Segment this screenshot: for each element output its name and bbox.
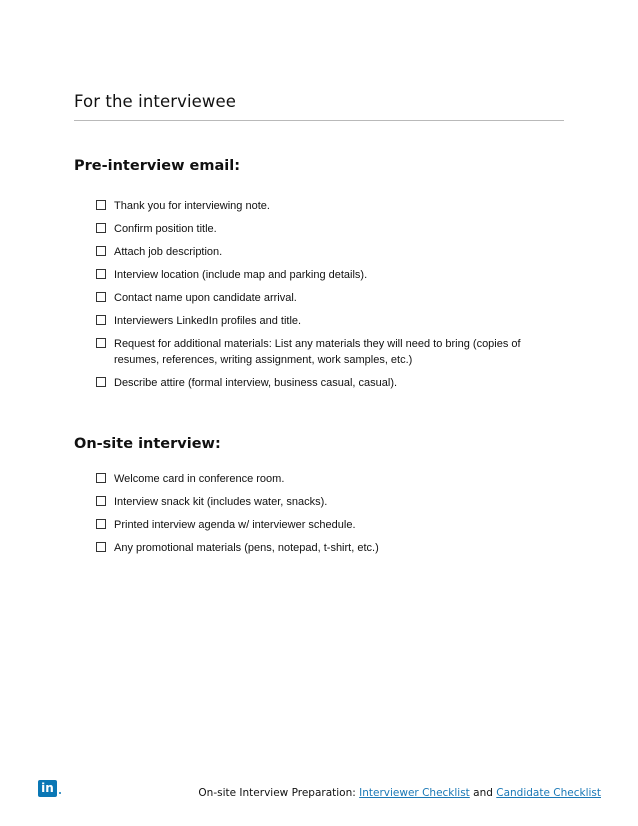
checkbox[interactable]	[96, 473, 106, 483]
section-heading-pre-interview: Pre-interview email:	[74, 158, 241, 174]
checklist-item-label: Interview snack kit (includes water, snacks).	[114, 496, 328, 508]
checkbox[interactable]	[96, 292, 106, 302]
footer	[198, 787, 601, 799]
checklist-item-label: Interview location (include map and parking details).	[114, 269, 368, 281]
checklist-item	[96, 244, 566, 260]
checklist-item-label: Welcome card in conference room.	[114, 473, 285, 485]
checklist-item	[96, 198, 566, 214]
checklist-item-label: Attach job description.	[114, 246, 223, 258]
checklist-item-label: Confirm position title.	[114, 223, 217, 235]
footer-prefix: On-site Interview Preparation:	[198, 787, 360, 799]
footer-connector: and	[469, 787, 497, 799]
checkbox[interactable]	[96, 496, 106, 506]
checklist-item	[96, 375, 566, 391]
checklist-item-label: Thank you for interviewing note.	[114, 200, 270, 212]
interviewer-checklist-link[interactable]: Interviewer Checklist	[359, 787, 470, 799]
linkedin-logo-icon: in	[38, 780, 57, 797]
title-divider	[74, 120, 564, 121]
checklist-item-label: Request for additional materials: List any materials they will need to bring (copies of resumes, references, writing assignment, work samples, etc.)	[114, 338, 521, 366]
checklist-item	[96, 336, 566, 368]
checkbox[interactable]	[96, 338, 106, 348]
checklist-item-label: Printed interview agenda w/ interviewer schedule.	[114, 519, 356, 531]
page-title: For the interviewee	[74, 92, 236, 111]
checklist-item	[96, 471, 566, 487]
logo-trademark-dot	[59, 792, 61, 794]
section-heading-on-site: On-site interview:	[74, 436, 221, 452]
checkbox[interactable]	[96, 269, 106, 279]
checklist-item	[96, 313, 566, 329]
checklist-item	[96, 517, 566, 533]
candidate-checklist-link[interactable]: Candidate Checklist	[496, 787, 601, 799]
checklist-item	[96, 267, 566, 283]
pre-interview-checklist	[96, 198, 566, 398]
on-site-checklist	[96, 471, 566, 563]
checkbox[interactable]	[96, 377, 106, 387]
checklist-item	[96, 290, 566, 306]
checklist-item	[96, 494, 566, 510]
checkbox[interactable]	[96, 519, 106, 529]
checklist-item-label: Any promotional materials (pens, notepad, t-shirt, etc.)	[114, 542, 379, 554]
checklist-item	[96, 540, 566, 556]
checkbox[interactable]	[96, 315, 106, 325]
checklist-item-label: Interviewers LinkedIn profiles and title.	[114, 315, 302, 327]
checklist-item-label: Describe attire (formal interview, business casual, casual).	[114, 377, 398, 389]
checklist-item	[96, 221, 566, 237]
checkbox[interactable]	[96, 542, 106, 552]
checklist-item-label: Contact name upon candidate arrival.	[114, 292, 297, 304]
checkbox[interactable]	[96, 223, 106, 233]
checkbox[interactable]	[96, 246, 106, 256]
checkbox[interactable]	[96, 200, 106, 210]
